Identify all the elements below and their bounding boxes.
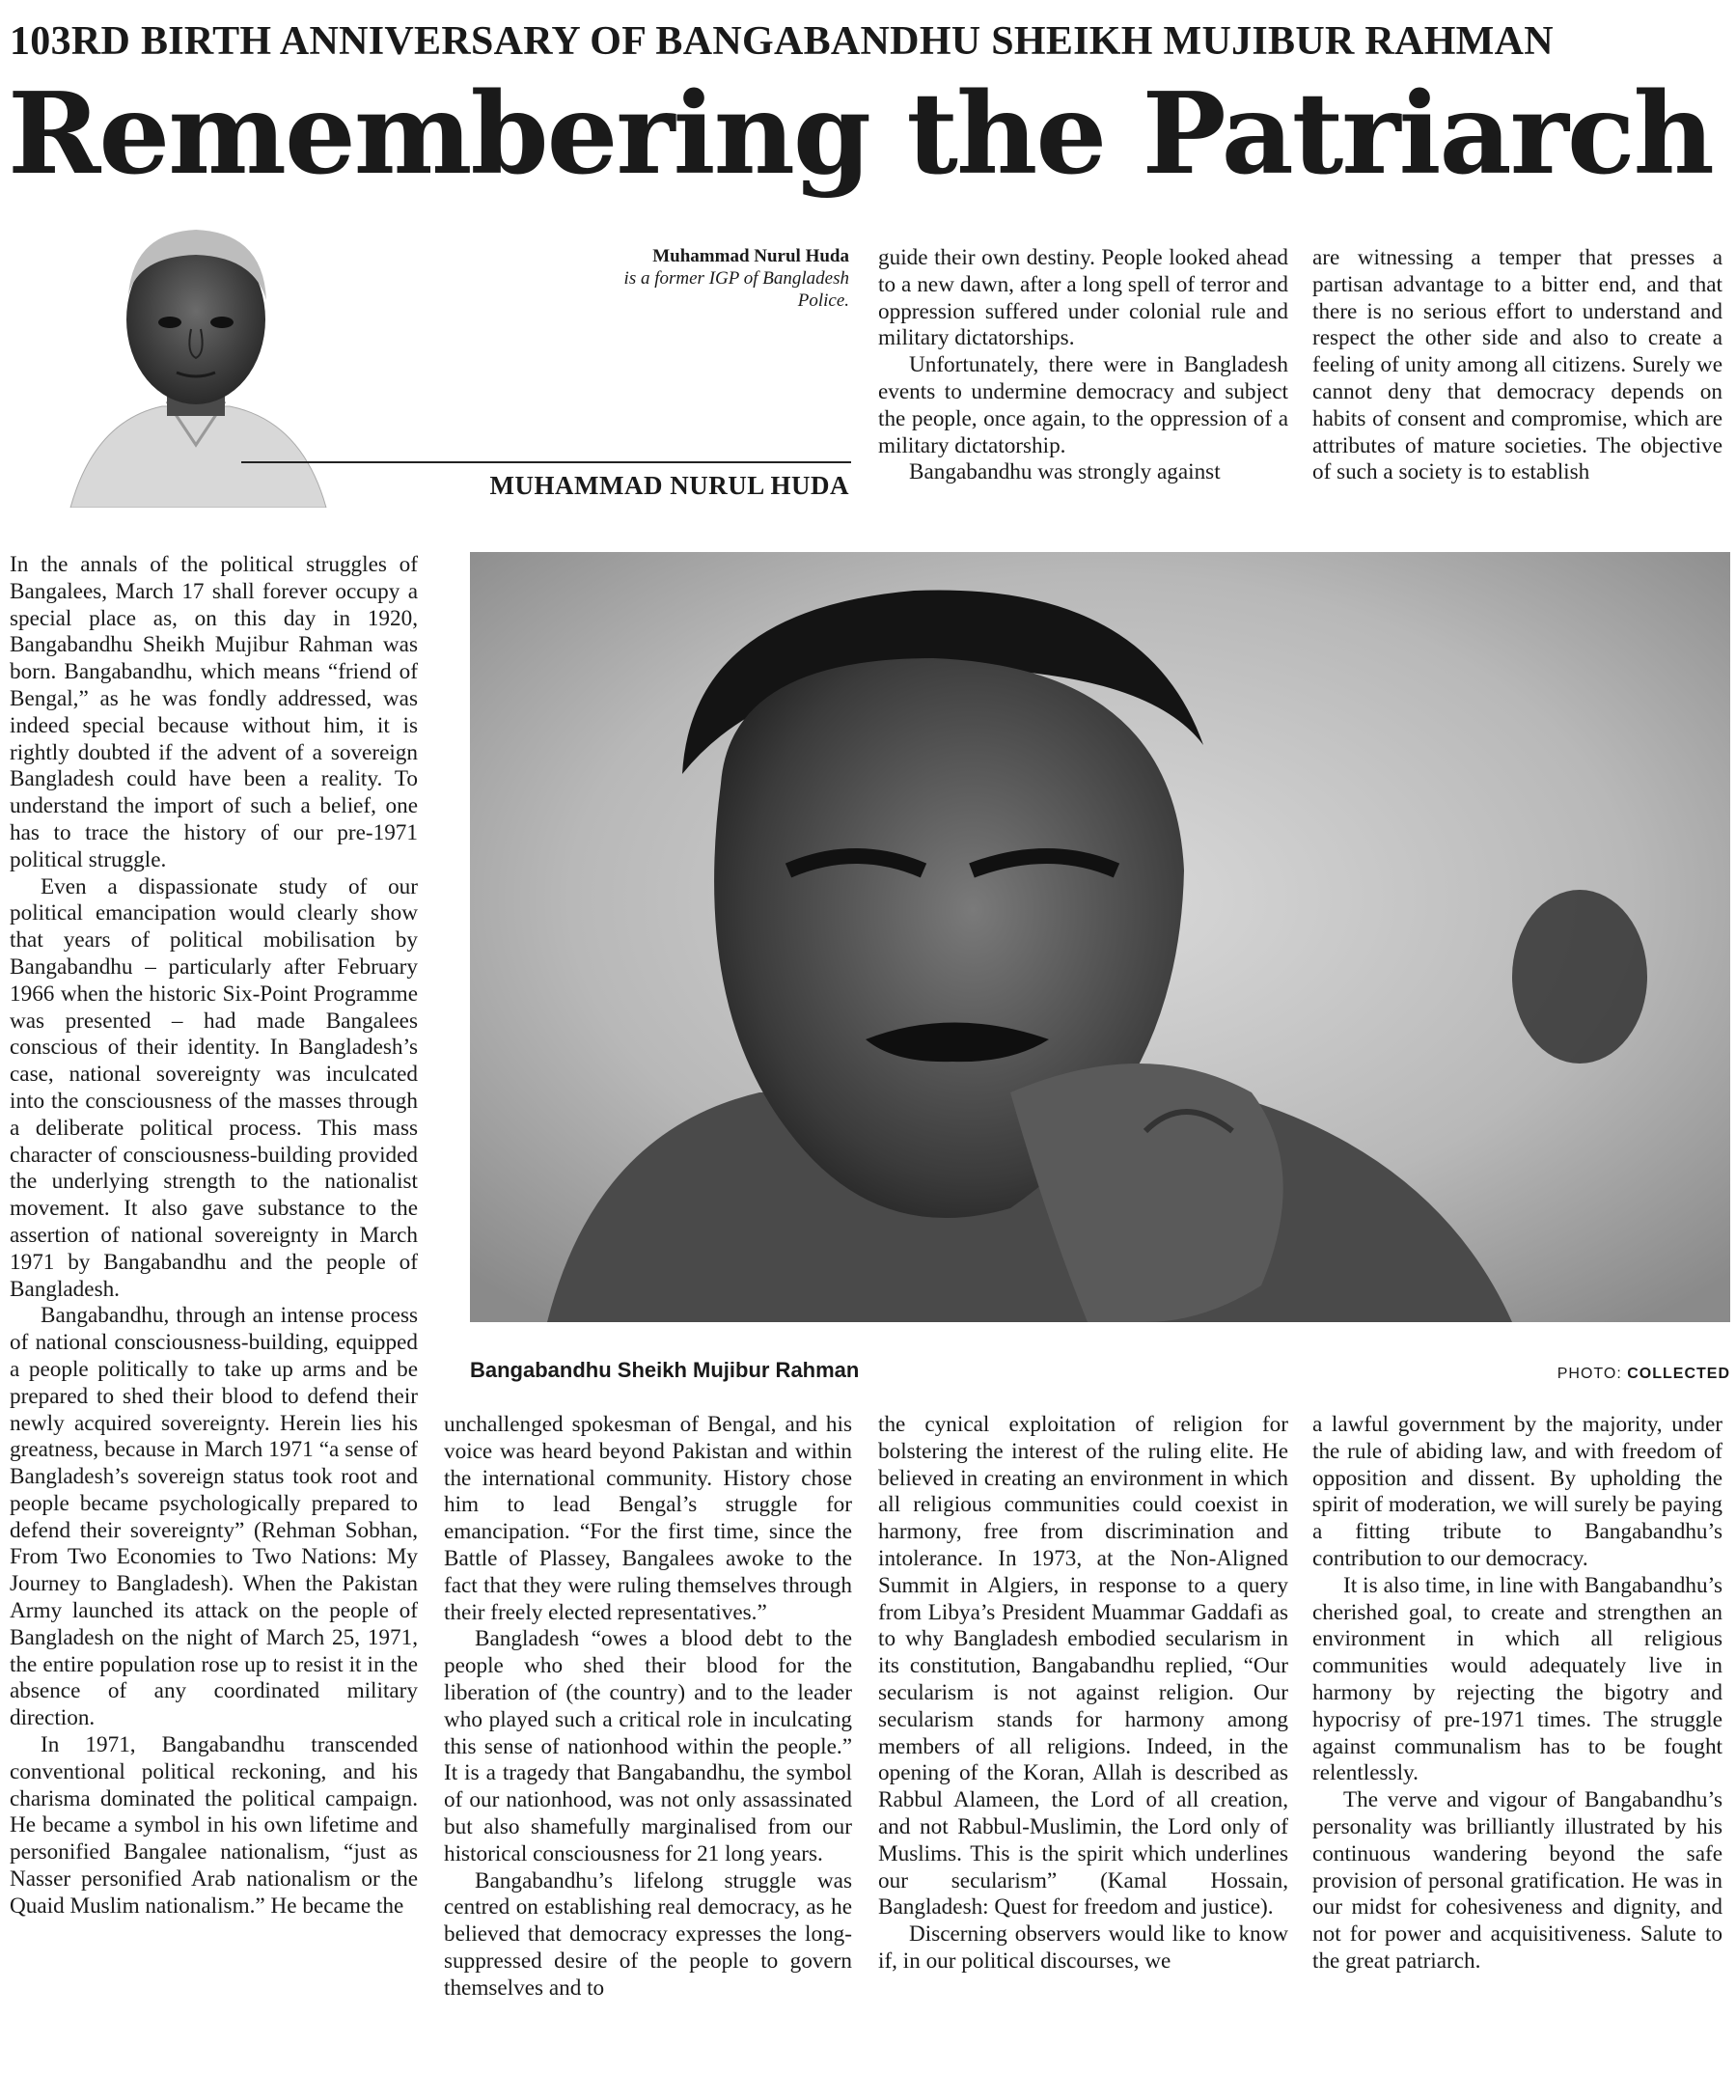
photo-credit-label: PHOTO: [1557,1366,1622,1382]
paragraph: a lawful government by the majority, under the rule of abiding law, and with freedom of opposition and dissent. By upholding the spirit of moderation, we will surely be paying a fitting tribute to Bangabandhu’s contribution to our democracy. [1312,1412,1722,1571]
paragraph: Bangabandhu, through an intense process of national consciousness-building, equipped a people politically to take up arms and be prepared to shed their blood to defend their newly acquired sovereignty. Herein lies his greatness, because in March 1971 “a sense of Bangladesh’s sovereign status took root and people became psychologically prepared to defend their sovereignty” (Rehman Sobhan, From Two Economies to Two Nations: My Journey to Bangladesh). When the Pakistan Army launched its attack on the people of Bangladesh on the night of March 25, 1971, the entire population rose up to resist it in the absence of any coordinated military direction. [10,1303,418,1731]
column-4-top [1312,245,1722,513]
paragraph: In 1971, Bangabandhu transcended conventional political reckoning, and his charisma dominated the political campaign. He became a symbol in his own lifetime and personified Bangalee nationalism, “just as Nasser personified Arab nationalism or the Quaid Muslim nationalism.” He became the [10,1732,418,1919]
column-3-top [878,245,1288,513]
author-name: MUHAMMAD NURUL HUDA [489,471,849,500]
author-bio-description: is a former IGP of Bangladesh Police. [623,268,849,311]
paragraph: It is also time, in line with Bangabandhu’s cherished goal, to create and strengthen an environment in which all religious communities would adequately live in harmony by rejecting the bigotry and hypocrisy of pre-1971 times. The struggle against communalism has to be fought relentlessly. [1312,1572,1722,1786]
paragraph: are witnessing a temper that presses a partisan advantage to a bitter end, and that there is no serious effort to understand and respect the other side and also to create a feeling of unity among all citizens. Surely we cannot deny that democracy depends on habits of consent and compromise, which are attributes of mature societies. The objective of such a society is to establish [1312,245,1722,485]
paragraph: Bangabandhu’s lifelong struggle was centred on establishing real democracy, as he believed that democracy expresses the long-suppressed desire of the people to govern themselves and to [444,1867,852,2001]
column-4 [1312,1412,1722,2095]
paragraph: Unfortunately, there were in Bangladesh events to undermine democracy and subject the people, once again, to the oppression of a military dictatorship. [878,352,1288,458]
column-3 [878,1412,1288,2095]
paragraph: Bangabandhu was strongly against [909,459,1221,485]
author-bio-name: Muhammad Nurul Huda [652,246,849,266]
main-photo [470,552,1730,1322]
photo-credit [1557,1364,1730,1385]
author-divider [241,461,851,463]
paragraph: Discerning observers would like to know if, in our political discourses, we [878,1921,1288,1974]
author-portrait [56,218,336,508]
headline: Remembering the Patriarch [8,69,1713,200]
paragraph: guide their own destiny. People looked ahead to a new dawn, after a long spell of terror and oppression suffered under colonial rule and military dictatorships. [878,245,1288,351]
paragraph: In the annals of the political struggles of Bangalees, March 17 shall forever occupy a special place as, on this day in 1920, Bangabandhu Sheikh Mujibur Rahman was born. Bangabandhu, which means “friend of Bengal,” as he was fondly addressed, was indeed special because without him, it is rightly doubted if the advent of a sovereign Bangladesh could have been a reality. To understand the import of such a belief, one has to trace the history of our pre-1971 political struggle. [10,552,418,872]
paragraph: the cynical exploitation of religion for bolstering the interest of the ruling elite. He believed in creating an environment in which all religious communities could coexist in harmony, free from discrimination and intolerance. In 1973, at the Non-Aligned Summit in Algiers, in response to a query from Libya’s President Muammar Gaddafi as to why Bangladesh embodied secularism in its constitution, Bangabandhu replied, “Our secularism is not against religion. Our secularism stands for harmony among members of all religions. Indeed, in the opening of the Koran, Allah is described as Rabbul Alameen, the Lord of all creation, and not Rabbul-Muslimin, the Lord only of Muslims. This is the spirit which underlines our secularism” (Kamal Hossain, Bangladesh: Quest for freedom and justice). [878,1412,1288,1920]
photo-credit-value: COLLECTED [1627,1366,1730,1382]
kicker: 103RD BIRTH ANNIVERSARY OF BANGABANDHU SHEIKH MUJIBUR RAHMAN [10,19,1554,64]
column-1 [10,552,418,2096]
photo-caption: Bangabandhu Sheikh Mujibur Rahman [470,1358,860,1382]
column-2 [444,1412,852,2095]
paragraph: unchallenged spokesman of Bengal, and his voice was heard beyond Pakistan and within the international community. History chose him to lead Bengal’s struggle for emancipation. “For the first time, since the Battle of Plassey, Bangalees awoke to the fact that they were ruling themselves through their freely elected representatives.” [444,1412,852,1625]
paragraph: The verve and vigour of Bangabandhu’s personality was brilliantly illustrated by his continuous wandering beyond the safe provision of personal gratification. He was in our midst for cohesiveness and dignity, and not for power and acquisitiveness. Salute to the great patriarch. [1312,1787,1722,1974]
paragraph: Even a dispassionate study of our political emancipation would clearly show that years of political mobilisation by Bangabandhu – particularly after February 1966 when the historic Six-Point Programme was presented – had made Bangalees conscious of their identity. In Bangladesh’s case, national sovereignty was inculcated into the consciousness of the masses through a deliberate political process. This mass character of consciousness-building provided the underlying strength to the nationalist movement. It also gave substance to the assertion of national sovereignty in March 1971 by Bangabandhu and the people of Bangladesh. [10,873,418,1302]
paragraph: Bangladesh “owes a blood debt to the people who shed their blood for the liberation of (the country) and to the leader who played such a critical role in inculcating this sense of nationhood within the people.” It is a tragedy that Bangabandhu, the symbol of our nationhood, was not only assassinated but also shamefully marginalised from our historical consciousness for 21 long years. [444,1626,852,1866]
